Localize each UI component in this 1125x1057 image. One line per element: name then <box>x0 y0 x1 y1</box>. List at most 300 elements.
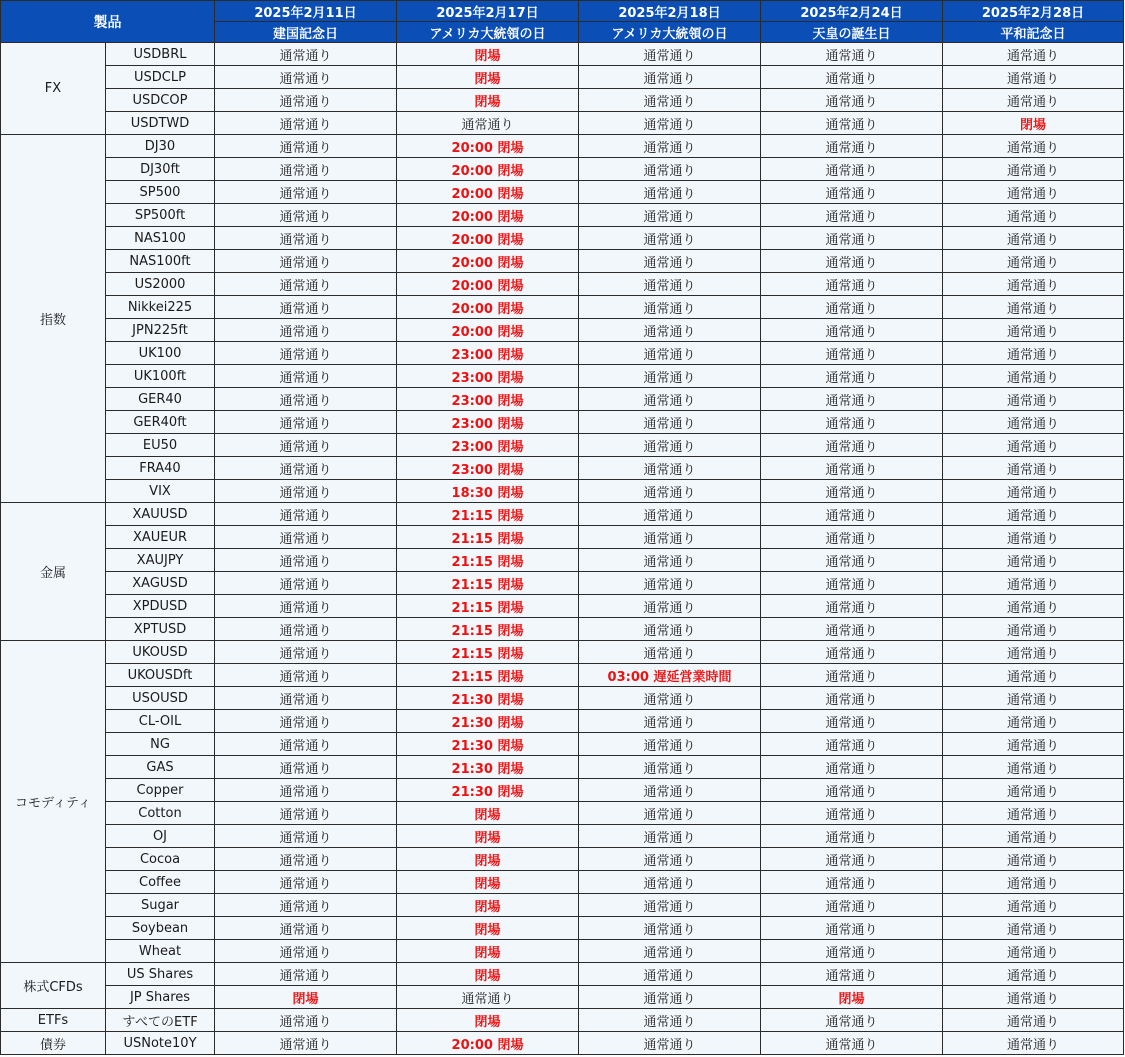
status-cell: 20:00 閉場 <box>397 135 579 158</box>
status-cell: 閉場 <box>397 940 579 963</box>
product-cell: JPN225ft <box>106 319 215 342</box>
product-cell: USDCLP <box>106 66 215 89</box>
status-cell: 通常通り <box>943 388 1124 411</box>
category-cell: ETFs <box>1 1009 106 1032</box>
product-cell: すべてのETF <box>106 1009 215 1032</box>
header-date-row <box>1 1 1124 22</box>
status-cell: 通常通り <box>761 687 943 710</box>
status-cell: 通常通り <box>397 112 579 135</box>
table-row <box>1 917 1124 940</box>
product-cell: OJ <box>106 825 215 848</box>
product-cell: Wheat <box>106 940 215 963</box>
table-row <box>1 802 1124 825</box>
status-cell: 21:15 閉場 <box>397 618 579 641</box>
status-cell: 通常通り <box>579 756 761 779</box>
status-cell: 通常通り <box>215 273 397 296</box>
product-cell: SP500 <box>106 181 215 204</box>
table-row <box>1 572 1124 595</box>
status-cell: 21:15 閉場 <box>397 641 579 664</box>
table-row <box>1 112 1124 135</box>
product-cell: USOUSD <box>106 687 215 710</box>
table-row <box>1 526 1124 549</box>
product-cell: FRA40 <box>106 457 215 480</box>
status-cell: 21:15 閉場 <box>397 549 579 572</box>
product-cell: US Shares <box>106 963 215 986</box>
status-cell: 通常通り <box>761 526 943 549</box>
status-cell: 通常通り <box>215 871 397 894</box>
status-cell: 通常通り <box>761 503 943 526</box>
status-cell: 通常通り <box>215 388 397 411</box>
status-cell: 通常通り <box>579 89 761 112</box>
status-cell: 通常通り <box>215 664 397 687</box>
product-cell: Soybean <box>106 917 215 940</box>
status-cell: 通常通り <box>579 549 761 572</box>
status-cell: 通常通り <box>579 779 761 802</box>
status-cell: 23:00 閉場 <box>397 434 579 457</box>
status-cell: 通常通り <box>215 894 397 917</box>
status-cell: 21:30 閉場 <box>397 779 579 802</box>
status-cell: 通常通り <box>579 273 761 296</box>
status-cell: 通常通り <box>215 779 397 802</box>
status-cell: 通常通り <box>215 733 397 756</box>
status-cell: 通常通り <box>579 365 761 388</box>
table-row <box>1 43 1124 66</box>
product-cell: EU50 <box>106 434 215 457</box>
product-header: 製品 <box>1 1 215 43</box>
status-cell: 21:30 閉場 <box>397 733 579 756</box>
status-cell: 23:00 閉場 <box>397 342 579 365</box>
status-cell: 通常通り <box>215 549 397 572</box>
status-cell: 通常通り <box>943 296 1124 319</box>
status-cell: 通常通り <box>761 388 943 411</box>
status-cell: 通常通り <box>943 664 1124 687</box>
status-cell: 通常通り <box>943 457 1124 480</box>
status-cell: 通常通り <box>761 917 943 940</box>
table-row <box>1 411 1124 434</box>
status-cell: 通常通り <box>579 457 761 480</box>
status-cell: 通常通り <box>215 296 397 319</box>
category-cell: コモディティ <box>1 641 106 963</box>
table-row <box>1 710 1124 733</box>
table-row <box>1 227 1124 250</box>
status-cell: 通常通り <box>761 273 943 296</box>
date-header: 2025年2月11日 <box>215 1 397 22</box>
date-header: 2025年2月28日 <box>943 1 1124 22</box>
status-cell: 通常通り <box>215 940 397 963</box>
table-row <box>1 963 1124 986</box>
status-cell: 通常通り <box>579 66 761 89</box>
holiday-header: 天皇の誕生日 <box>761 22 943 43</box>
status-cell: 通常通り <box>761 802 943 825</box>
status-cell: 通常通り <box>215 641 397 664</box>
status-cell: 通常通り <box>215 710 397 733</box>
status-cell: 通常通り <box>579 342 761 365</box>
product-cell: DJ30 <box>106 135 215 158</box>
table-row <box>1 181 1124 204</box>
status-cell: 通常通り <box>761 963 943 986</box>
status-cell: 通常通り <box>579 871 761 894</box>
status-cell: 通常通り <box>761 572 943 595</box>
status-cell: 通常通り <box>761 365 943 388</box>
status-cell: 通常通り <box>215 1032 397 1055</box>
product-cell: UK100 <box>106 342 215 365</box>
status-cell: 20:00 閉場 <box>397 204 579 227</box>
status-cell: 通常通り <box>215 503 397 526</box>
status-cell: 通常通り <box>215 618 397 641</box>
product-cell: Coffee <box>106 871 215 894</box>
status-cell: 03:00 遅延営業時間 <box>579 664 761 687</box>
status-cell: 通常通り <box>579 181 761 204</box>
status-cell: 閉場 <box>761 986 943 1009</box>
status-cell: 20:00 閉場 <box>397 319 579 342</box>
status-cell: 閉場 <box>397 89 579 112</box>
status-cell: 通常通り <box>943 710 1124 733</box>
status-cell: 通常通り <box>943 503 1124 526</box>
status-cell: 通常通り <box>761 618 943 641</box>
status-cell: 通常通り <box>943 480 1124 503</box>
status-cell: 閉場 <box>397 917 579 940</box>
table-row <box>1 342 1124 365</box>
table-row <box>1 296 1124 319</box>
table-row <box>1 66 1124 89</box>
status-cell: 閉場 <box>943 112 1124 135</box>
status-cell: 20:00 閉場 <box>397 250 579 273</box>
holiday-header: アメリカ大統領の日 <box>397 22 579 43</box>
product-cell: GER40ft <box>106 411 215 434</box>
table-row <box>1 434 1124 457</box>
table-header <box>1 1 1124 43</box>
status-cell: 通常通り <box>943 779 1124 802</box>
status-cell: 通常通り <box>761 158 943 181</box>
status-cell: 21:15 閉場 <box>397 595 579 618</box>
table-row <box>1 733 1124 756</box>
status-cell: 通常通り <box>579 480 761 503</box>
status-cell: 通常通り <box>761 710 943 733</box>
status-cell: 通常通り <box>943 250 1124 273</box>
product-cell: XAUUSD <box>106 503 215 526</box>
status-cell: 通常通り <box>761 549 943 572</box>
status-cell: 通常通り <box>579 227 761 250</box>
status-cell: 通常通り <box>215 250 397 273</box>
product-cell: Sugar <box>106 894 215 917</box>
status-cell: 通常通り <box>215 687 397 710</box>
status-cell: 通常通り <box>397 986 579 1009</box>
status-cell: 通常通り <box>943 618 1124 641</box>
date-header: 2025年2月17日 <box>397 1 579 22</box>
status-cell: 通常通り <box>761 204 943 227</box>
status-cell: 通常通り <box>579 296 761 319</box>
status-cell: 通常通り <box>579 825 761 848</box>
table-row <box>1 388 1124 411</box>
status-cell: 通常通り <box>943 434 1124 457</box>
table-row <box>1 986 1124 1009</box>
status-cell: 通常通り <box>943 181 1124 204</box>
status-cell: 通常通り <box>761 319 943 342</box>
status-cell: 通常通り <box>943 526 1124 549</box>
table-row <box>1 595 1124 618</box>
category-cell: 株式CFDs <box>1 963 106 1009</box>
table-row <box>1 871 1124 894</box>
status-cell: 通常通り <box>579 319 761 342</box>
product-cell: USDCOP <box>106 89 215 112</box>
status-cell: 通常通り <box>943 43 1124 66</box>
status-cell: 通常通り <box>943 986 1124 1009</box>
product-cell: GAS <box>106 756 215 779</box>
product-cell: USDBRL <box>106 43 215 66</box>
status-cell: 閉場 <box>397 66 579 89</box>
table-row <box>1 940 1124 963</box>
status-cell: 通常通り <box>579 526 761 549</box>
status-cell: 通常通り <box>943 1009 1124 1032</box>
status-cell: 通常通り <box>761 779 943 802</box>
status-cell: 通常通り <box>579 641 761 664</box>
status-cell: 通常通り <box>215 526 397 549</box>
status-cell: 20:00 閉場 <box>397 181 579 204</box>
status-cell: 閉場 <box>397 1009 579 1032</box>
table-row <box>1 135 1124 158</box>
status-cell: 通常通り <box>943 204 1124 227</box>
status-cell: 通常通り <box>579 1032 761 1055</box>
status-cell: 通常通り <box>579 710 761 733</box>
table-row <box>1 250 1124 273</box>
status-cell: 通常通り <box>761 296 943 319</box>
status-cell: 23:00 閉場 <box>397 457 579 480</box>
status-cell: 通常通り <box>215 917 397 940</box>
status-cell: 通常通り <box>761 135 943 158</box>
product-cell: Cotton <box>106 802 215 825</box>
status-cell: 通常通り <box>761 181 943 204</box>
holiday-header: 建国記念日 <box>215 22 397 43</box>
status-cell: 通常通り <box>215 158 397 181</box>
status-cell: 通常通り <box>579 388 761 411</box>
status-cell: 通常通り <box>215 89 397 112</box>
holiday-header: 平和記念日 <box>943 22 1124 43</box>
status-cell: 通常通り <box>761 342 943 365</box>
status-cell: 通常通り <box>761 940 943 963</box>
table-row <box>1 549 1124 572</box>
table-row <box>1 204 1124 227</box>
status-cell: 通常通り <box>761 434 943 457</box>
status-cell: 通常通り <box>215 1009 397 1032</box>
status-cell: 通常通り <box>761 825 943 848</box>
status-cell: 通常通り <box>579 986 761 1009</box>
status-cell: 23:00 閉場 <box>397 411 579 434</box>
status-cell: 通常通り <box>761 756 943 779</box>
date-header: 2025年2月18日 <box>579 1 761 22</box>
holiday-header: アメリカ大統領の日 <box>579 22 761 43</box>
status-cell: 通常通り <box>761 848 943 871</box>
status-cell: 通常通り <box>943 595 1124 618</box>
status-cell: 通常通り <box>579 572 761 595</box>
status-cell: 閉場 <box>397 848 579 871</box>
status-cell: 通常通り <box>579 43 761 66</box>
status-cell: 通常通り <box>215 227 397 250</box>
status-cell: 通常通り <box>943 549 1124 572</box>
status-cell: 21:15 閉場 <box>397 526 579 549</box>
status-cell: 通常通り <box>943 135 1124 158</box>
status-cell: 通常通り <box>761 595 943 618</box>
product-cell: NAS100ft <box>106 250 215 273</box>
status-cell: 20:00 閉場 <box>397 296 579 319</box>
status-cell: 通常通り <box>215 112 397 135</box>
status-cell: 通常通り <box>579 894 761 917</box>
product-cell: CL-OIL <box>106 710 215 733</box>
status-cell: 21:30 閉場 <box>397 687 579 710</box>
status-cell: 通常通り <box>943 733 1124 756</box>
table-body <box>1 43 1124 1055</box>
status-cell: 通常通り <box>761 89 943 112</box>
status-cell: 閉場 <box>215 986 397 1009</box>
status-cell: 通常通り <box>579 158 761 181</box>
status-cell: 通常通り <box>579 802 761 825</box>
status-cell: 通常通り <box>943 871 1124 894</box>
status-cell: 閉場 <box>397 894 579 917</box>
product-cell: USDTWD <box>106 112 215 135</box>
status-cell: 通常通り <box>943 641 1124 664</box>
product-cell: GER40 <box>106 388 215 411</box>
status-cell: 通常通り <box>215 595 397 618</box>
status-cell: 通常通り <box>761 1009 943 1032</box>
product-cell: XPDUSD <box>106 595 215 618</box>
status-cell: 通常通り <box>943 342 1124 365</box>
product-cell: XAUEUR <box>106 526 215 549</box>
product-cell: SP500ft <box>106 204 215 227</box>
table-row <box>1 89 1124 112</box>
product-cell: Cocoa <box>106 848 215 871</box>
status-cell: 通常通り <box>943 848 1124 871</box>
product-cell: Nikkei225 <box>106 296 215 319</box>
status-cell: 通常通り <box>579 112 761 135</box>
status-cell: 21:30 閉場 <box>397 710 579 733</box>
status-cell: 通常通り <box>215 319 397 342</box>
table-row <box>1 664 1124 687</box>
table-row <box>1 365 1124 388</box>
status-cell: 通常通り <box>579 687 761 710</box>
product-cell: USNote10Y <box>106 1032 215 1055</box>
status-cell: 通常通り <box>943 940 1124 963</box>
status-cell: 21:30 閉場 <box>397 756 579 779</box>
status-cell: 通常通り <box>579 434 761 457</box>
product-cell: US2000 <box>106 273 215 296</box>
status-cell: 通常通り <box>943 687 1124 710</box>
status-cell: 通常通り <box>943 411 1124 434</box>
status-cell: 18:30 閉場 <box>397 480 579 503</box>
status-cell: 通常通り <box>215 434 397 457</box>
status-cell: 通常通り <box>215 66 397 89</box>
status-cell: 通常通り <box>761 112 943 135</box>
status-cell: 通常通り <box>215 457 397 480</box>
date-header: 2025年2月24日 <box>761 1 943 22</box>
status-cell: 通常通り <box>579 963 761 986</box>
status-cell: 通常通り <box>579 917 761 940</box>
table-row <box>1 480 1124 503</box>
table-row <box>1 1032 1124 1055</box>
table-row <box>1 503 1124 526</box>
product-cell: Copper <box>106 779 215 802</box>
status-cell: 通常通り <box>943 894 1124 917</box>
status-cell: 通常通り <box>579 1009 761 1032</box>
table-row <box>1 273 1124 296</box>
status-cell: 通常通り <box>579 618 761 641</box>
status-cell: 通常通り <box>215 411 397 434</box>
product-cell: XAUJPY <box>106 549 215 572</box>
status-cell: 通常通り <box>943 572 1124 595</box>
status-cell: 閉場 <box>397 963 579 986</box>
table-row <box>1 894 1124 917</box>
status-cell: 閉場 <box>397 43 579 66</box>
status-cell: 通常通り <box>943 963 1124 986</box>
status-cell: 通常通り <box>943 227 1124 250</box>
status-cell: 通常通り <box>761 227 943 250</box>
status-cell: 通常通り <box>761 480 943 503</box>
table-row <box>1 779 1124 802</box>
status-cell: 23:00 閉場 <box>397 365 579 388</box>
status-cell: 20:00 閉場 <box>397 227 579 250</box>
status-cell: 通常通り <box>215 135 397 158</box>
status-cell: 閉場 <box>397 871 579 894</box>
product-cell: NG <box>106 733 215 756</box>
status-cell: 通常通り <box>943 66 1124 89</box>
status-cell: 通常通り <box>215 756 397 779</box>
status-cell: 20:00 閉場 <box>397 158 579 181</box>
category-cell: 債券 <box>1 1032 106 1055</box>
status-cell: 通常通り <box>215 43 397 66</box>
status-cell: 通常通り <box>761 43 943 66</box>
status-cell: 通常通り <box>761 894 943 917</box>
status-cell: 閉場 <box>397 825 579 848</box>
status-cell: 通常通り <box>761 66 943 89</box>
product-cell: VIX <box>106 480 215 503</box>
table-row <box>1 618 1124 641</box>
status-cell: 通常通り <box>761 411 943 434</box>
status-cell: 通常通り <box>943 89 1124 112</box>
status-cell: 通常通り <box>215 825 397 848</box>
table-row <box>1 457 1124 480</box>
status-cell: 通常通り <box>761 641 943 664</box>
status-cell: 通常通り <box>215 802 397 825</box>
status-cell: 通常通り <box>943 365 1124 388</box>
status-cell: 21:15 閉場 <box>397 664 579 687</box>
status-cell: 通常通り <box>943 917 1124 940</box>
status-cell: 通常通り <box>761 457 943 480</box>
status-cell: 通常通り <box>943 158 1124 181</box>
category-cell: FX <box>1 43 106 135</box>
category-cell: 金属 <box>1 503 106 641</box>
status-cell: 20:00 閉場 <box>397 1032 579 1055</box>
status-cell: 通常通り <box>761 250 943 273</box>
table-row <box>1 848 1124 871</box>
table-row <box>1 1009 1124 1032</box>
status-cell: 通常通り <box>215 963 397 986</box>
status-cell: 21:15 閉場 <box>397 503 579 526</box>
product-cell: XAGUSD <box>106 572 215 595</box>
status-cell: 通常通り <box>579 503 761 526</box>
status-cell: 通常通り <box>579 940 761 963</box>
table-row <box>1 825 1124 848</box>
status-cell: 23:00 閉場 <box>397 388 579 411</box>
product-cell: NAS100 <box>106 227 215 250</box>
status-cell: 通常通り <box>943 273 1124 296</box>
status-cell: 通常通り <box>761 1032 943 1055</box>
status-cell: 通常通り <box>215 365 397 388</box>
status-cell: 通常通り <box>579 135 761 158</box>
status-cell: 通常通り <box>215 342 397 365</box>
status-cell: 通常通り <box>579 411 761 434</box>
table-row <box>1 319 1124 342</box>
status-cell: 通常通り <box>579 204 761 227</box>
product-cell: UKOUSDft <box>106 664 215 687</box>
status-cell: 通常通り <box>761 871 943 894</box>
